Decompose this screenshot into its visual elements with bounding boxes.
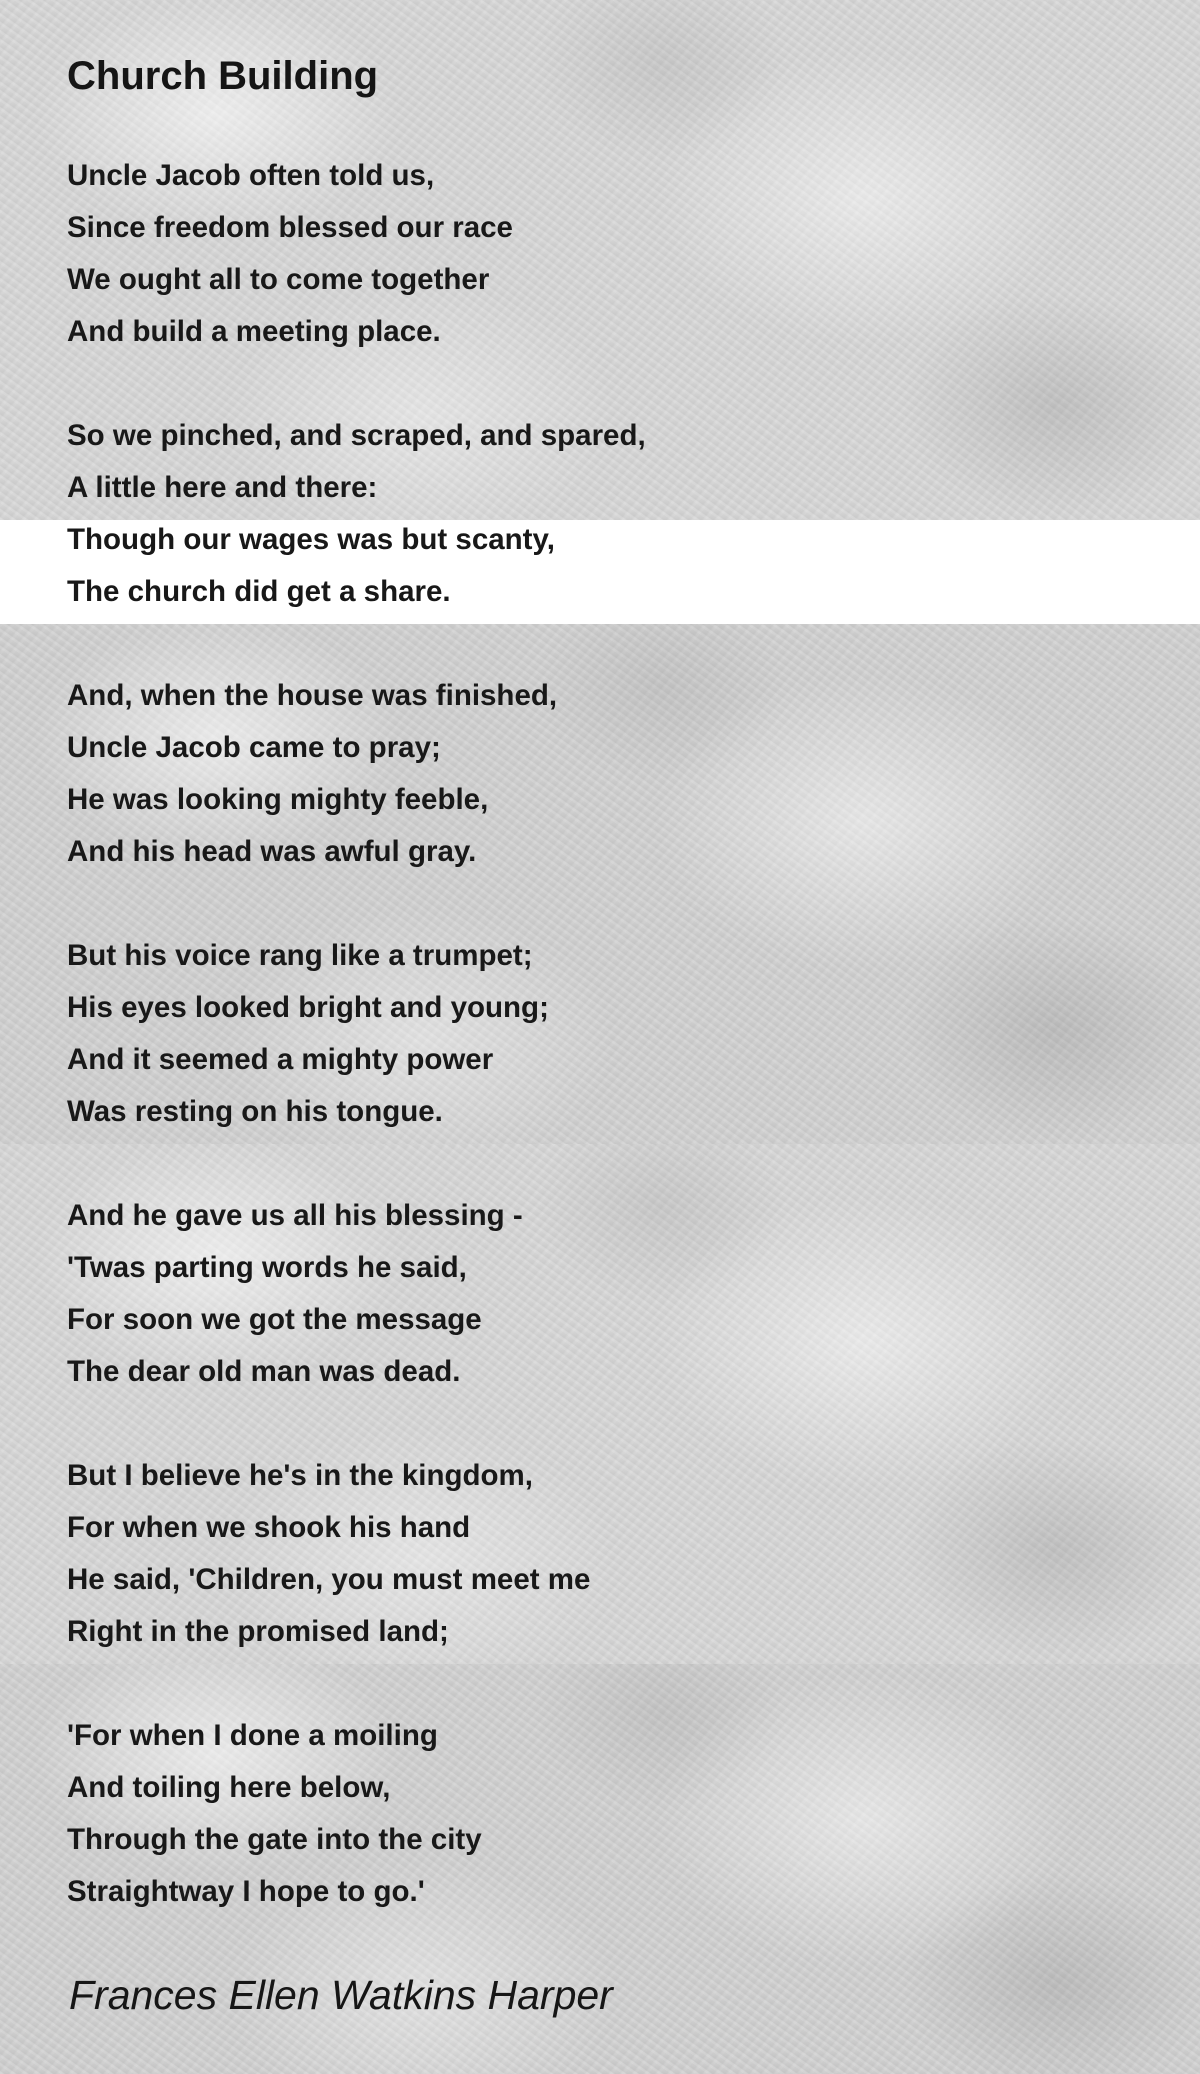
poem-line: And he gave us all his blessing - xyxy=(67,1199,523,1232)
poem-body xyxy=(67,150,1167,1970)
poem-line: For when we shook his hand xyxy=(67,1511,471,1544)
poem-line: 'For when I done a moiling xyxy=(67,1719,438,1752)
stanza xyxy=(67,1710,1167,1918)
poem-line: And toiling here below, xyxy=(67,1771,391,1804)
poem-line: 'Twas parting words he said, xyxy=(67,1251,467,1284)
poem-line: He was looking mighty feeble, xyxy=(67,783,489,816)
poem-line: And his head was awful gray. xyxy=(67,835,477,868)
poem-line: And build a meeting place. xyxy=(67,315,441,348)
poem-line: He said, 'Children, you must meet me xyxy=(67,1563,591,1596)
poem-line: Through the gate into the city xyxy=(67,1823,482,1856)
poem-line: We ought all to come together xyxy=(67,263,490,296)
poem-line: So we pinched, and scraped, and spared, xyxy=(67,419,646,452)
poem-line: His eyes looked bright and young; xyxy=(67,991,549,1024)
stanza xyxy=(67,1450,1167,1658)
poem-line: But his voice rang like a trumpet; xyxy=(67,939,533,972)
stanza xyxy=(67,410,1167,618)
poem-line: Was resting on his tongue. xyxy=(67,1095,443,1128)
poem-line: A little here and there: xyxy=(67,471,378,504)
poem-line: Uncle Jacob often told us, xyxy=(67,159,435,192)
poem-author: Frances Ellen Watkins Harper xyxy=(69,1972,613,2018)
poem-line: But I believe he's in the kingdom, xyxy=(67,1459,533,1492)
poem-line: The dear old man was dead. xyxy=(67,1355,461,1388)
stanza xyxy=(67,150,1167,358)
stanza xyxy=(67,670,1167,878)
poem-line: And, when the house was finished, xyxy=(67,679,558,712)
poem-line: Since freedom blessed our race xyxy=(67,211,513,244)
poem-line: The church did get a share. xyxy=(67,575,451,608)
stanza xyxy=(67,930,1167,1138)
poem-line: Right in the promised land; xyxy=(67,1615,449,1648)
poem-title: Church Building xyxy=(67,54,379,98)
poem-line: And it seemed a mighty power xyxy=(67,1043,494,1076)
poem-line: For soon we got the message xyxy=(67,1303,482,1336)
stanza xyxy=(67,1190,1167,1398)
poem-line: Though our wages was but scanty, xyxy=(67,523,555,556)
poem-line: Uncle Jacob came to pray; xyxy=(67,731,441,764)
poem-line: Straightway I hope to go.' xyxy=(67,1875,425,1908)
